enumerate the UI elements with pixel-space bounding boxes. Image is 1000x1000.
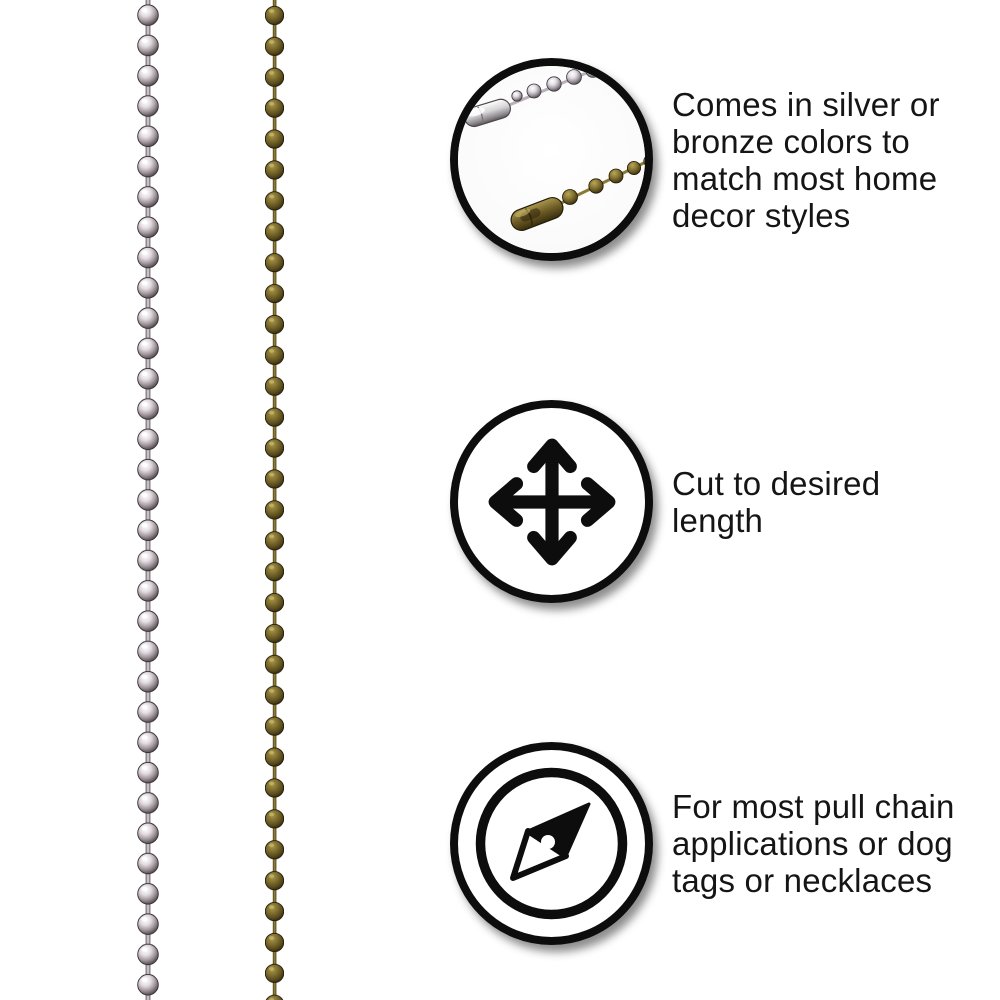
compass-icon bbox=[450, 742, 653, 945]
feature-cut-length-caption bbox=[672, 465, 880, 539]
silver-bronze-connectors-photo bbox=[450, 58, 653, 261]
caption-line: match most home bbox=[672, 159, 938, 197]
connectors-photo-illustration bbox=[458, 66, 645, 253]
caption-line: applications or dog bbox=[672, 825, 953, 862]
caption-line: For most pull chain bbox=[672, 788, 955, 825]
caption-line: Cut to desired bbox=[672, 464, 881, 502]
caption-line: decor styles bbox=[672, 196, 851, 234]
feature-applications bbox=[450, 742, 955, 945]
feature-cut-length bbox=[450, 400, 880, 603]
caption-line: length bbox=[672, 501, 764, 539]
feature-colors-caption bbox=[672, 86, 940, 234]
silver-ball-chain bbox=[137, 0, 159, 1000]
caption-line: tags or necklaces bbox=[672, 862, 933, 899]
move-arrows-icon bbox=[450, 400, 653, 603]
caption-line: Comes in silver or bbox=[672, 85, 940, 123]
feature-applications-caption bbox=[672, 788, 955, 899]
bronze-ball-chain bbox=[265, 0, 284, 1000]
caption-line: bronze colors to bbox=[672, 122, 910, 160]
feature-colors bbox=[450, 58, 940, 261]
